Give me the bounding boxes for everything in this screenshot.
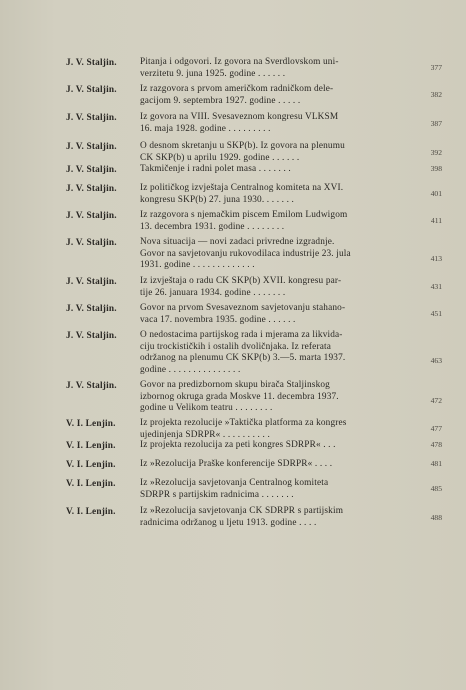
toc-title (140, 183, 410, 206)
toc-title-line: 13. decembra 1931. godine . . . . . . . . (140, 221, 285, 232)
toc-title-line: ujedinjenja SDRPR« . . . . . . . . . . (140, 429, 270, 440)
toc-title-line: radnicima održanog u ljetu 1913. godine . . . . (140, 517, 317, 528)
toc-title (140, 330, 410, 376)
toc-title (140, 57, 410, 80)
toc-page-number: 377 (430, 63, 442, 72)
toc-page-number: 481 (430, 459, 442, 468)
toc-title (140, 418, 410, 441)
toc-author: J. V. Staljin. (66, 165, 117, 175)
toc-author: V. I. Lenjin. (66, 507, 116, 517)
toc-page-number: 387 (430, 119, 442, 128)
toc-page-number: 431 (430, 282, 442, 291)
toc-page-number: 382 (430, 90, 442, 99)
toc-page-number: 398 (430, 164, 442, 173)
toc-author: J. V. Staljin. (66, 304, 117, 314)
toc-title-line: ciju trockističkih i ostalih dvoličnjaka. Iz referata (140, 341, 331, 352)
toc-title (140, 237, 410, 272)
toc-title (140, 276, 410, 299)
toc-title-line: Takmičenje i radni polet masa . . . . . . . (140, 164, 291, 174)
toc-title-line: tije 26. januara 1934. godine . . . . . . . (140, 287, 286, 298)
toc-page-number: 463 (430, 356, 442, 365)
toc-page-number: 451 (430, 309, 442, 318)
toc-title (140, 380, 410, 415)
toc-title (140, 478, 410, 501)
toc-title-line: Iz političkog izvještaja Centralnog komiteta na XVI. (140, 183, 344, 193)
toc-title-line: 1931. godine . . . . . . . . . . . . . (140, 260, 255, 271)
toc-title (140, 440, 410, 452)
toc-author: J. V. Staljin. (66, 184, 117, 194)
toc-title-line: godine u Velikom teatru . . . . . . . . (140, 403, 273, 414)
toc-title-line: 16. maja 1928. godine . . . . . . . . . (140, 123, 271, 134)
toc-page-number: 485 (430, 484, 442, 493)
toc-author: V. I. Lenjin. (66, 419, 116, 429)
toc-title-line: Nova situacija — novi zadaci privredne izgradnje. (140, 237, 335, 247)
toc-title (140, 506, 410, 529)
toc-author: J. V. Staljin. (66, 277, 117, 287)
toc-title-line: Iz projekta rezolucije »Taktička platforma za kongres (140, 418, 347, 428)
toc-author: J. V. Staljin. (66, 211, 117, 221)
toc-title (140, 210, 410, 233)
toc-author: V. I. Lenjin. (66, 441, 116, 451)
toc-author: V. I. Lenjin. (66, 479, 116, 489)
toc-title-line: kongresu SKP(b) 27. juna 1930. . . . . . . (140, 194, 295, 205)
toc-author: J. V. Staljin. (66, 331, 117, 341)
toc-title-line: Pitanja i odgovori. Iz govora na Sverdlovskom uni- (140, 57, 339, 67)
toc-title-line: godine . . . . . . . . . . . . . . . (140, 364, 241, 375)
toc-page-number: 401 (430, 189, 442, 198)
toc-title-line: CK SKP(b) u aprilu 1929. godine . . . . . . (140, 152, 300, 163)
toc-page-number: 472 (430, 396, 442, 405)
toc-title-line: SDRPR s partijskim radnicima . . . . . . . (140, 489, 294, 500)
toc-page-number: 413 (430, 254, 442, 263)
toc-title-line: održanog na plenumu CK SKP(b) 3.—5. marta 1937. (140, 353, 346, 364)
toc-page-number: 411 (430, 216, 442, 225)
toc-title-line: Iz razgovora s njemačkim piscem Emilom Ludwigom (140, 210, 348, 220)
toc-title (140, 459, 410, 471)
toc-page-number: 488 (430, 513, 442, 522)
toc-title-line: vaca 17. novembra 1935. godine . . . . . . (140, 314, 296, 325)
toc-title-line: Iz projekta rezolucija za peti kongres SDRPR« . . . (140, 440, 336, 450)
toc-title-line: Iz govora na VIII. Svesaveznom kongresu VLKSM (140, 112, 339, 122)
toc-title-line: Iz »Rezolucija savjetovanja Centralnog komiteta (140, 478, 329, 488)
toc-title-line: Iz »Rezolucija savjetovanja CK SDRPR s partijskim (140, 506, 344, 516)
toc-page-number: 478 (430, 440, 442, 449)
toc-author: V. I. Lenjin. (66, 460, 116, 470)
toc-title (140, 112, 410, 135)
toc-title-line: verzitetu 9. juna 1925. godine . . . . . . (140, 68, 286, 79)
toc-page-number: 392 (430, 148, 442, 157)
toc-title-line: Iz izvještaja o radu CK SKP(b) XVII. kongresu par- (140, 276, 342, 286)
toc-author: J. V. Staljin. (66, 85, 117, 95)
toc-author: J. V. Staljin. (66, 58, 117, 68)
toc-page-number: 477 (430, 424, 442, 433)
toc-title (140, 141, 410, 164)
toc-title-line: O nedostacima partijskog rada i mjerama za likvida- (140, 330, 343, 340)
toc-author: J. V. Staljin. (66, 381, 117, 391)
toc-title-line: Govor na savjetovanju rukovodilaca industrije 23. jula (140, 248, 351, 259)
toc-author: J. V. Staljin. (66, 113, 117, 123)
toc-title (140, 84, 410, 107)
toc-title-line: Govor na prvom Svesaveznom savjetovanju stahano- (140, 303, 346, 313)
toc-title (140, 164, 410, 176)
toc-title-line: gacijom 9. septembra 1927. godine . . . . . (140, 95, 301, 106)
toc-title-line: Govor na predizbornom skupu birača Staljinskog (140, 380, 330, 390)
toc-title-line: Iz »Rezolucija Praške konferencije SDRPR« . . . . (140, 459, 333, 469)
toc-title-line: Iz razgovora s prvom američkom radničkom dele- (140, 84, 334, 94)
toc-author: J. V. Staljin. (66, 238, 117, 248)
toc-title-line: O desnom skretanju u SKP(b). Iz govora na plenumu (140, 141, 345, 151)
toc-author: J. V. Staljin. (66, 142, 117, 152)
toc-title (140, 303, 410, 326)
toc-title-line: izbornog okruga grada Moskve 11. decembra 1937. (140, 391, 339, 402)
